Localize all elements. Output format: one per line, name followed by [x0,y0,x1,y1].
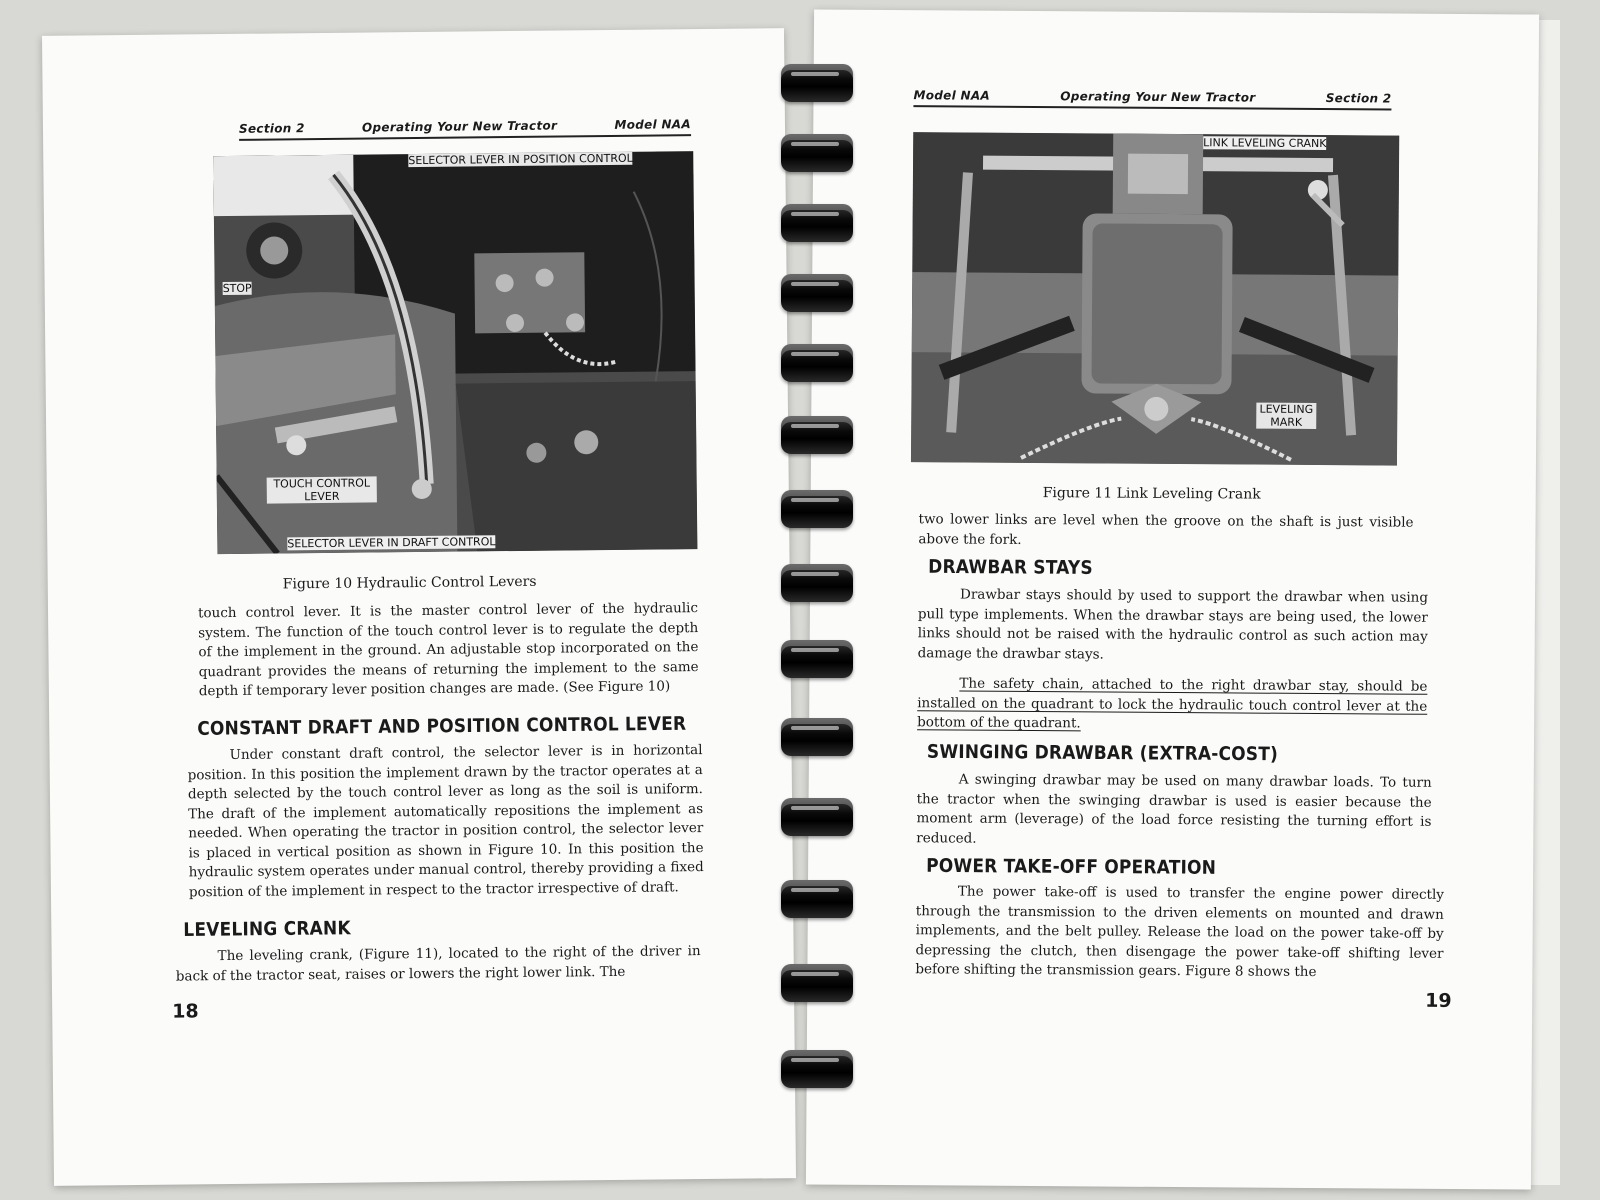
left-running-head [239,117,691,141]
link-leveling-crank-illustration [911,132,1399,465]
left-page-number: 18 [172,1000,199,1023]
binding-coil [781,134,853,172]
right-header-model: Model NAA [913,88,991,103]
binding-coil [781,416,853,454]
binding-coil [781,640,853,678]
callout-stop: STOP [222,281,252,296]
left-paragraph-2: Under constant draft control, the selector lever is in horizontal position. In this position the implement drawn by the tractor operates at a depth selected by the touch control lever as long as the soil is uniform. The draft of the implement automatically repositions the implement as needed. When operating the tractor in position control, the selector lever is placed in vertical position as shown in Figure 10. In this position the hydraulic system operates under manual control, thereby providing a fixed position of the implement in respect to the tractor irrespective of draft. [187,742,704,900]
callout-leveling-mark: LEVELING MARK [1256,403,1316,429]
callout-link-leveling-crank: LINK LEVELING CRANK [1203,136,1327,151]
right-paragraph-2: Drawbar stays should by used to support the drawbar when using pull type implements. When the drawbar stays are being used, the lower links should not be raised with the hydraulic control as such action may damage the drawbar stays. [917,586,1429,663]
callout-touch-control-lever: TOUCH CONTROL LEVER [267,476,377,503]
right-paragraph-4: A swinging drawbar may be used on many drawbar loads. To turn the tractor when the swinging drawbar is used is easier because the moment arm (leverage) of the load force resisting the turning effort is reduced. [916,771,1432,847]
callout-selector-draft: SELECTOR LEVER IN DRAFT CONTROL [287,535,496,551]
right-paragraph-safety-chain: The safety chain, attached to the right drawbar stay, should be installed on the quadrant to lock the hydraulic touch control lever at the bottom of the quadrant. [917,675,1428,732]
right-paragraph-5: The power take-off is used to transfer the engine power directly through the transmission to the driven elements on mounted and drawn implements, and the belt pulley. Release the load on the power take-off by depressing the clutch, then disengage the power take-off shifting lever before shifting the transmission gears. Figure 8 shows the [915,883,1445,981]
figure-11-caption: Figure 11 Link Leveling Crank [1042,485,1261,503]
heading-power-take-off: POWER TAKE-OFF OPERATION [926,855,1217,880]
binding-coil [781,1050,853,1088]
binding-coil [781,564,853,602]
binding-coil [781,344,853,382]
binding-coil [781,964,853,1002]
left-header-title: Operating Your New Tractor [361,118,558,135]
right-header-title: Operating Your New Tractor [1060,89,1256,105]
binding-coil [781,490,853,528]
figure-11-photo [911,132,1399,465]
binding-coil [781,718,853,756]
left-paragraph-1: touch control lever. It is the master control lever of the hydraulic system. The function of the touch control lever is to regulate the depth of the implement in the ground. An adjustable stop incorporated on the quadrant provides the means of returning the implement to the same depth if temporary lever position changes are made. (See Figure 10) [197,600,699,700]
callout-selector-position: SELECTOR LEVER IN POSITION CONTROL [408,151,633,168]
heading-constant-draft: CONSTANT DRAFT AND POSITION CONTROL LEVER [197,713,687,741]
right-paragraph-1: two lower links are level when the groove on the shaft is just visible above the fork. [918,511,1414,548]
heading-swinging-drawbar: SWINGING DRAWBAR (EXTRA-COST) [926,741,1279,766]
binding-coil [781,880,853,918]
right-header-section: Section 2 [1325,91,1392,106]
heading-leveling-crank: LEVELING CRANK [183,917,351,942]
left-header-model: Model NAA [614,117,692,132]
right-page [806,9,1539,1189]
right-running-head [913,88,1391,110]
heading-drawbar-stays: DRAWBAR STAYS [928,556,1093,580]
left-paragraph-3: The leveling crank, (Figure 11), located to the right of the driver in back of the tractor seat, raises or lowers the right lower link. The [175,943,701,985]
binding-coil [781,204,853,242]
left-header-section: Section 2 [238,121,305,136]
binding-coil [781,64,853,102]
figure-10-caption: Figure 10 Hydraulic Control Levers [282,573,537,593]
binding-coil [781,274,853,312]
binding-coil [781,798,853,836]
left-page [42,28,796,1186]
figure-10-photo [213,151,697,554]
right-page-number: 19 [1425,989,1452,1012]
spiral-binding [775,60,865,1110]
